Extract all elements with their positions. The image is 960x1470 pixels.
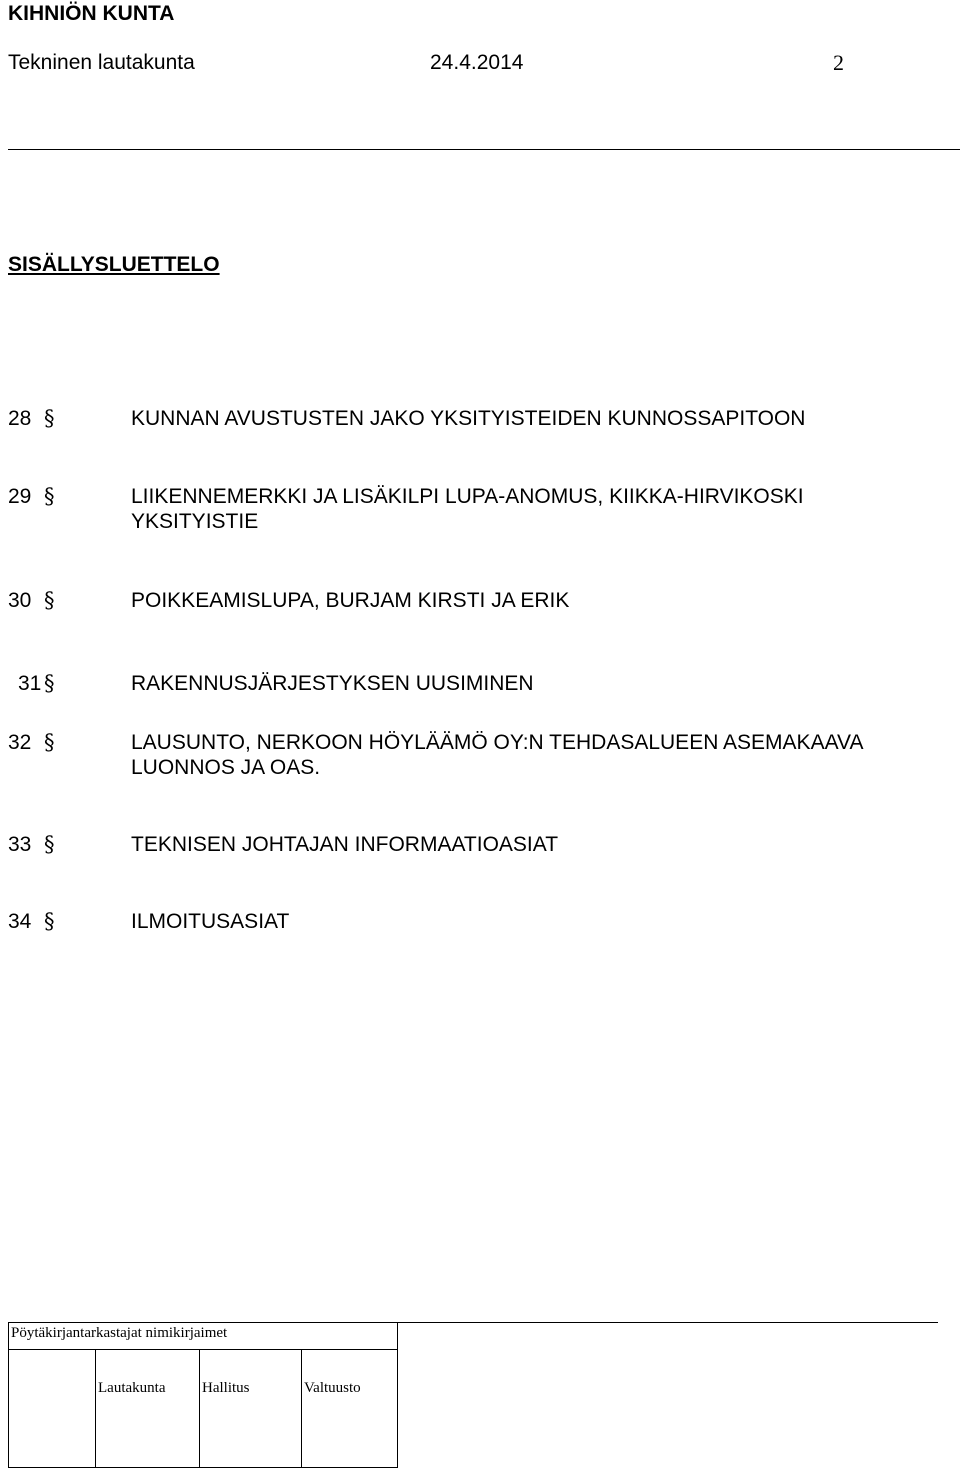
toc-item-number: 34 <box>8 910 32 933</box>
signature-cell-lautakunta <box>96 1350 200 1467</box>
toc-item-text: RAKENNUSJÄRJESTYKSEN UUSIMINEN <box>131 672 534 695</box>
toc-item-text: TEKNISEN JOHTAJAN INFORMAATIOASIAT <box>131 833 559 856</box>
toc-item-number: 28 <box>8 407 32 430</box>
toc-item-text: POIKKEAMISLUPA, BURJAM KIRSTI JA ERIK <box>131 589 570 612</box>
committee-name: Tekninen lautakunta <box>8 51 195 74</box>
toc-item-text: LAUSUNTO, NERKOON HÖYLÄÄMÖ OY:N TEHDASALUEEN ASEMAKAAVA LUONNOS JA OAS. <box>131 731 863 779</box>
toc-item-number: 33 <box>8 833 32 856</box>
toc-item-number: 31 <box>18 672 42 695</box>
toc-item-number: 30 <box>8 589 32 612</box>
signature-column-label: Hallitus <box>202 1380 250 1396</box>
page-number: 2 <box>833 50 844 75</box>
signature-cell-valtuusto <box>302 1350 397 1467</box>
signature-blank-cell <box>9 1350 96 1467</box>
signature-table-header: Pöytäkirjantarkastajat nimikirjaimet <box>9 1323 397 1350</box>
meeting-date: 24.4.2014 <box>430 51 524 74</box>
header-divider <box>8 149 960 150</box>
section-symbol: § <box>44 588 55 612</box>
toc-item-text: KUNNAN AVUSTUSTEN JAKO YKSITYISTEIDEN KUNNOSSAPITOON <box>131 407 806 430</box>
signature-cell-hallitus <box>200 1350 302 1467</box>
signature-table <box>8 1322 398 1468</box>
toc-item-number: 29 <box>8 485 32 508</box>
section-symbol: § <box>44 484 55 508</box>
section-symbol: § <box>44 832 55 856</box>
signature-column-label: Lautakunta <box>98 1380 166 1396</box>
organization-name: KIHNIÖN KUNTA <box>8 2 175 25</box>
section-symbol: § <box>44 671 55 695</box>
toc-item-number: 32 <box>8 731 32 754</box>
section-symbol: § <box>44 406 55 430</box>
signature-column-label: Valtuusto <box>304 1380 361 1396</box>
section-symbol: § <box>44 730 55 754</box>
section-symbol: § <box>44 909 55 933</box>
toc-item-text: LIIKENNEMERKKI JA LISÄKILPI LUPA-ANOMUS, KIIKKA-HIRVIKOSKI YKSITYISTIE <box>131 485 804 533</box>
toc-item-text: ILMOITUSASIAT <box>131 910 290 933</box>
toc-title: SISÄLLYSLUETTELO <box>8 253 220 276</box>
footer-divider <box>398 1322 938 1323</box>
